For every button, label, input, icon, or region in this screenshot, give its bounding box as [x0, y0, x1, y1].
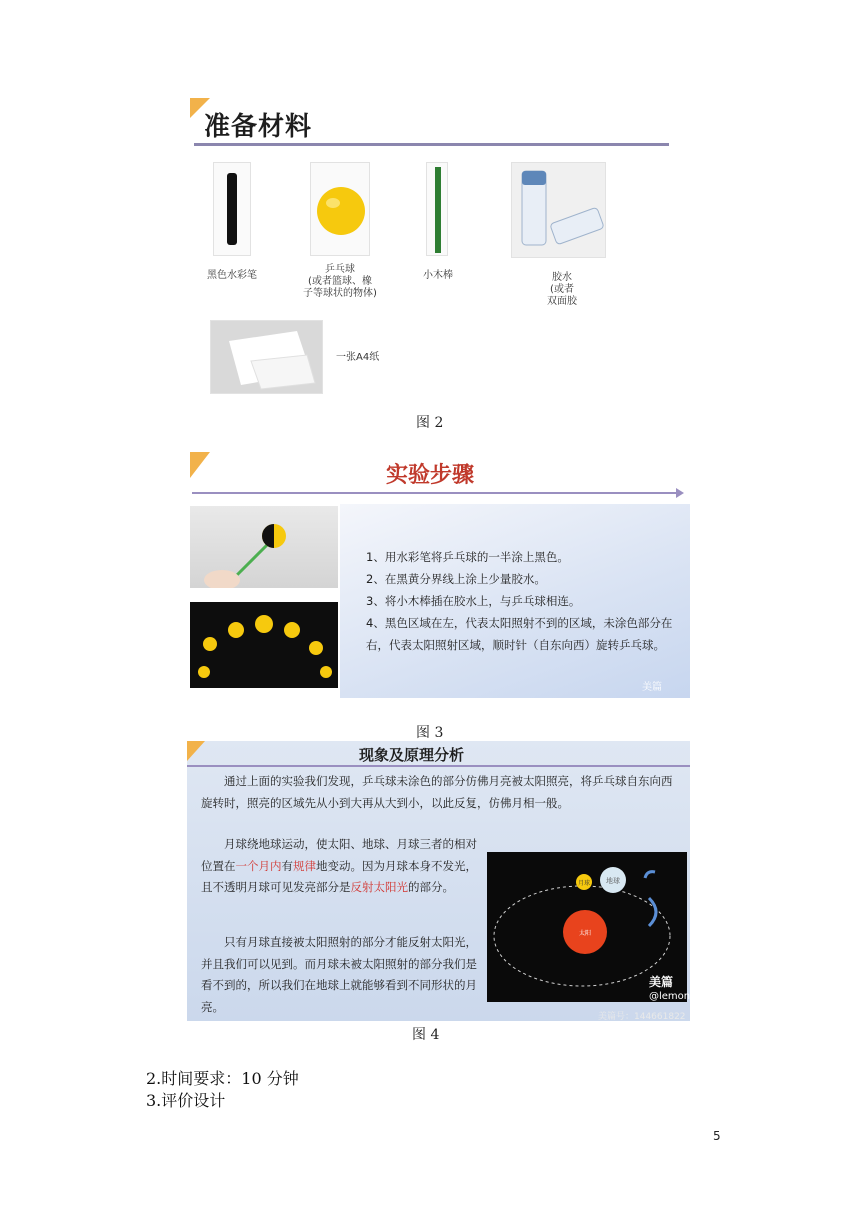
- analysis-intro: 通过上面的实验我们发现，乒乓球未涂色的部分仿佛月亮被太阳照亮，将乒乓球自东向西旋转时，照亮的区域先从小到大再从大到小，以此反复，仿佛月相一般。: [201, 774, 673, 810]
- analysis-watermark-handle: @lemon: [649, 991, 690, 1002]
- analysis-corner-accent: [187, 741, 205, 761]
- earth-label: 地球: [606, 877, 620, 885]
- moon-label: 月球: [577, 880, 591, 887]
- paper-image: [210, 320, 323, 394]
- analysis-para-orbit: [201, 834, 481, 899]
- figure-steps: [190, 452, 690, 698]
- analysis-watermark-id: 美篇号：144661822: [598, 1012, 686, 1021]
- analysis-para-reflection: 只有月球直接被太阳照射的部分才能反射太阳光，并且我们可以见到。而月球未被太阳照射的部分我们是看不到的，所以我们在地球上就能够看到不同形状的月亮。: [201, 935, 477, 1014]
- analysis-rule: [187, 765, 690, 767]
- ball-image: [310, 162, 370, 256]
- analysis-watermark-brand: 美篇: [649, 975, 674, 989]
- moon-phases-icon: [190, 602, 338, 688]
- sun-label: 太阳: [578, 930, 592, 937]
- step-item: 2、在黑黄分界线上涂上少量胶水。: [366, 572, 546, 586]
- marker-label: 黑色水彩笔: [207, 270, 257, 281]
- stick-label: 小木棒: [423, 270, 453, 281]
- steps-corner-accent: [190, 452, 210, 478]
- arrow-right-icon: [676, 488, 684, 498]
- ping-pong-ball-icon: [311, 163, 371, 257]
- stick-image: [426, 162, 448, 256]
- page-number: 5: [713, 1129, 721, 1143]
- text-run: 的部分。: [408, 880, 454, 894]
- figure4-caption: 图 4: [412, 1027, 440, 1043]
- glue-stick-icon: [512, 163, 607, 259]
- steps-title: 实验步骤: [386, 462, 475, 488]
- figure2-caption: 图 2: [416, 415, 444, 431]
- highlight-text: 规律: [293, 858, 316, 873]
- figure-analysis: [187, 741, 690, 1021]
- highlight-text: 反射太阳光: [350, 880, 408, 894]
- analysis-title: 现象及原理分析: [359, 746, 465, 764]
- moon-phases-photo: [190, 602, 338, 688]
- text-run: 地变动。因为月球本身不发光，且不透明月球可见发亮部分是: [201, 858, 477, 894]
- text-run: 月球绕地球运动，使太阳、地球、月球三者的相对位置在: [201, 837, 477, 873]
- highlight-text: 一个月内: [235, 858, 282, 873]
- wooden-stick-icon: [427, 163, 449, 257]
- materials-title: 准备材料: [204, 112, 313, 142]
- step-item: 4、黑色区域在左，代表太阳照射不到的区域，未涂色部分在右，代表太阳照射区域，顺时针（自东向西）旋转乒乓球。: [366, 616, 673, 652]
- time-requirement: 2.时间要求：10 分钟: [146, 1069, 299, 1088]
- step-item: 1、用水彩笔将乒乓球的一半涂上黑色。: [366, 550, 569, 564]
- experiment-photo: [190, 506, 338, 588]
- hand-holding-ball-icon: [190, 506, 338, 588]
- a4-paper-icon: [211, 321, 324, 395]
- paper-label: 一张A4纸: [336, 352, 380, 363]
- materials-header: [190, 98, 670, 148]
- figure-materials: [190, 98, 670, 398]
- glue-label: 胶水 (或者 双面胶: [547, 272, 577, 307]
- marker-icon: [214, 163, 252, 257]
- ball-label: 乒乓球 (或者篮球、橡 子等球状的物体): [303, 264, 377, 299]
- figure3-caption: 图 3: [416, 725, 444, 741]
- evaluation-design: 3.评价设计: [146, 1091, 226, 1110]
- text-run: 有: [281, 858, 293, 873]
- steps-arrow-line: [192, 492, 680, 494]
- steps-watermark: 美篇: [642, 682, 662, 693]
- glue-image: [511, 162, 606, 258]
- marker-image: [213, 162, 251, 256]
- step-item: 3、将小木棒插在胶水上，与乒乓球相连。: [366, 594, 581, 608]
- header-rule: [194, 143, 669, 146]
- steps-list: [366, 546, 686, 656]
